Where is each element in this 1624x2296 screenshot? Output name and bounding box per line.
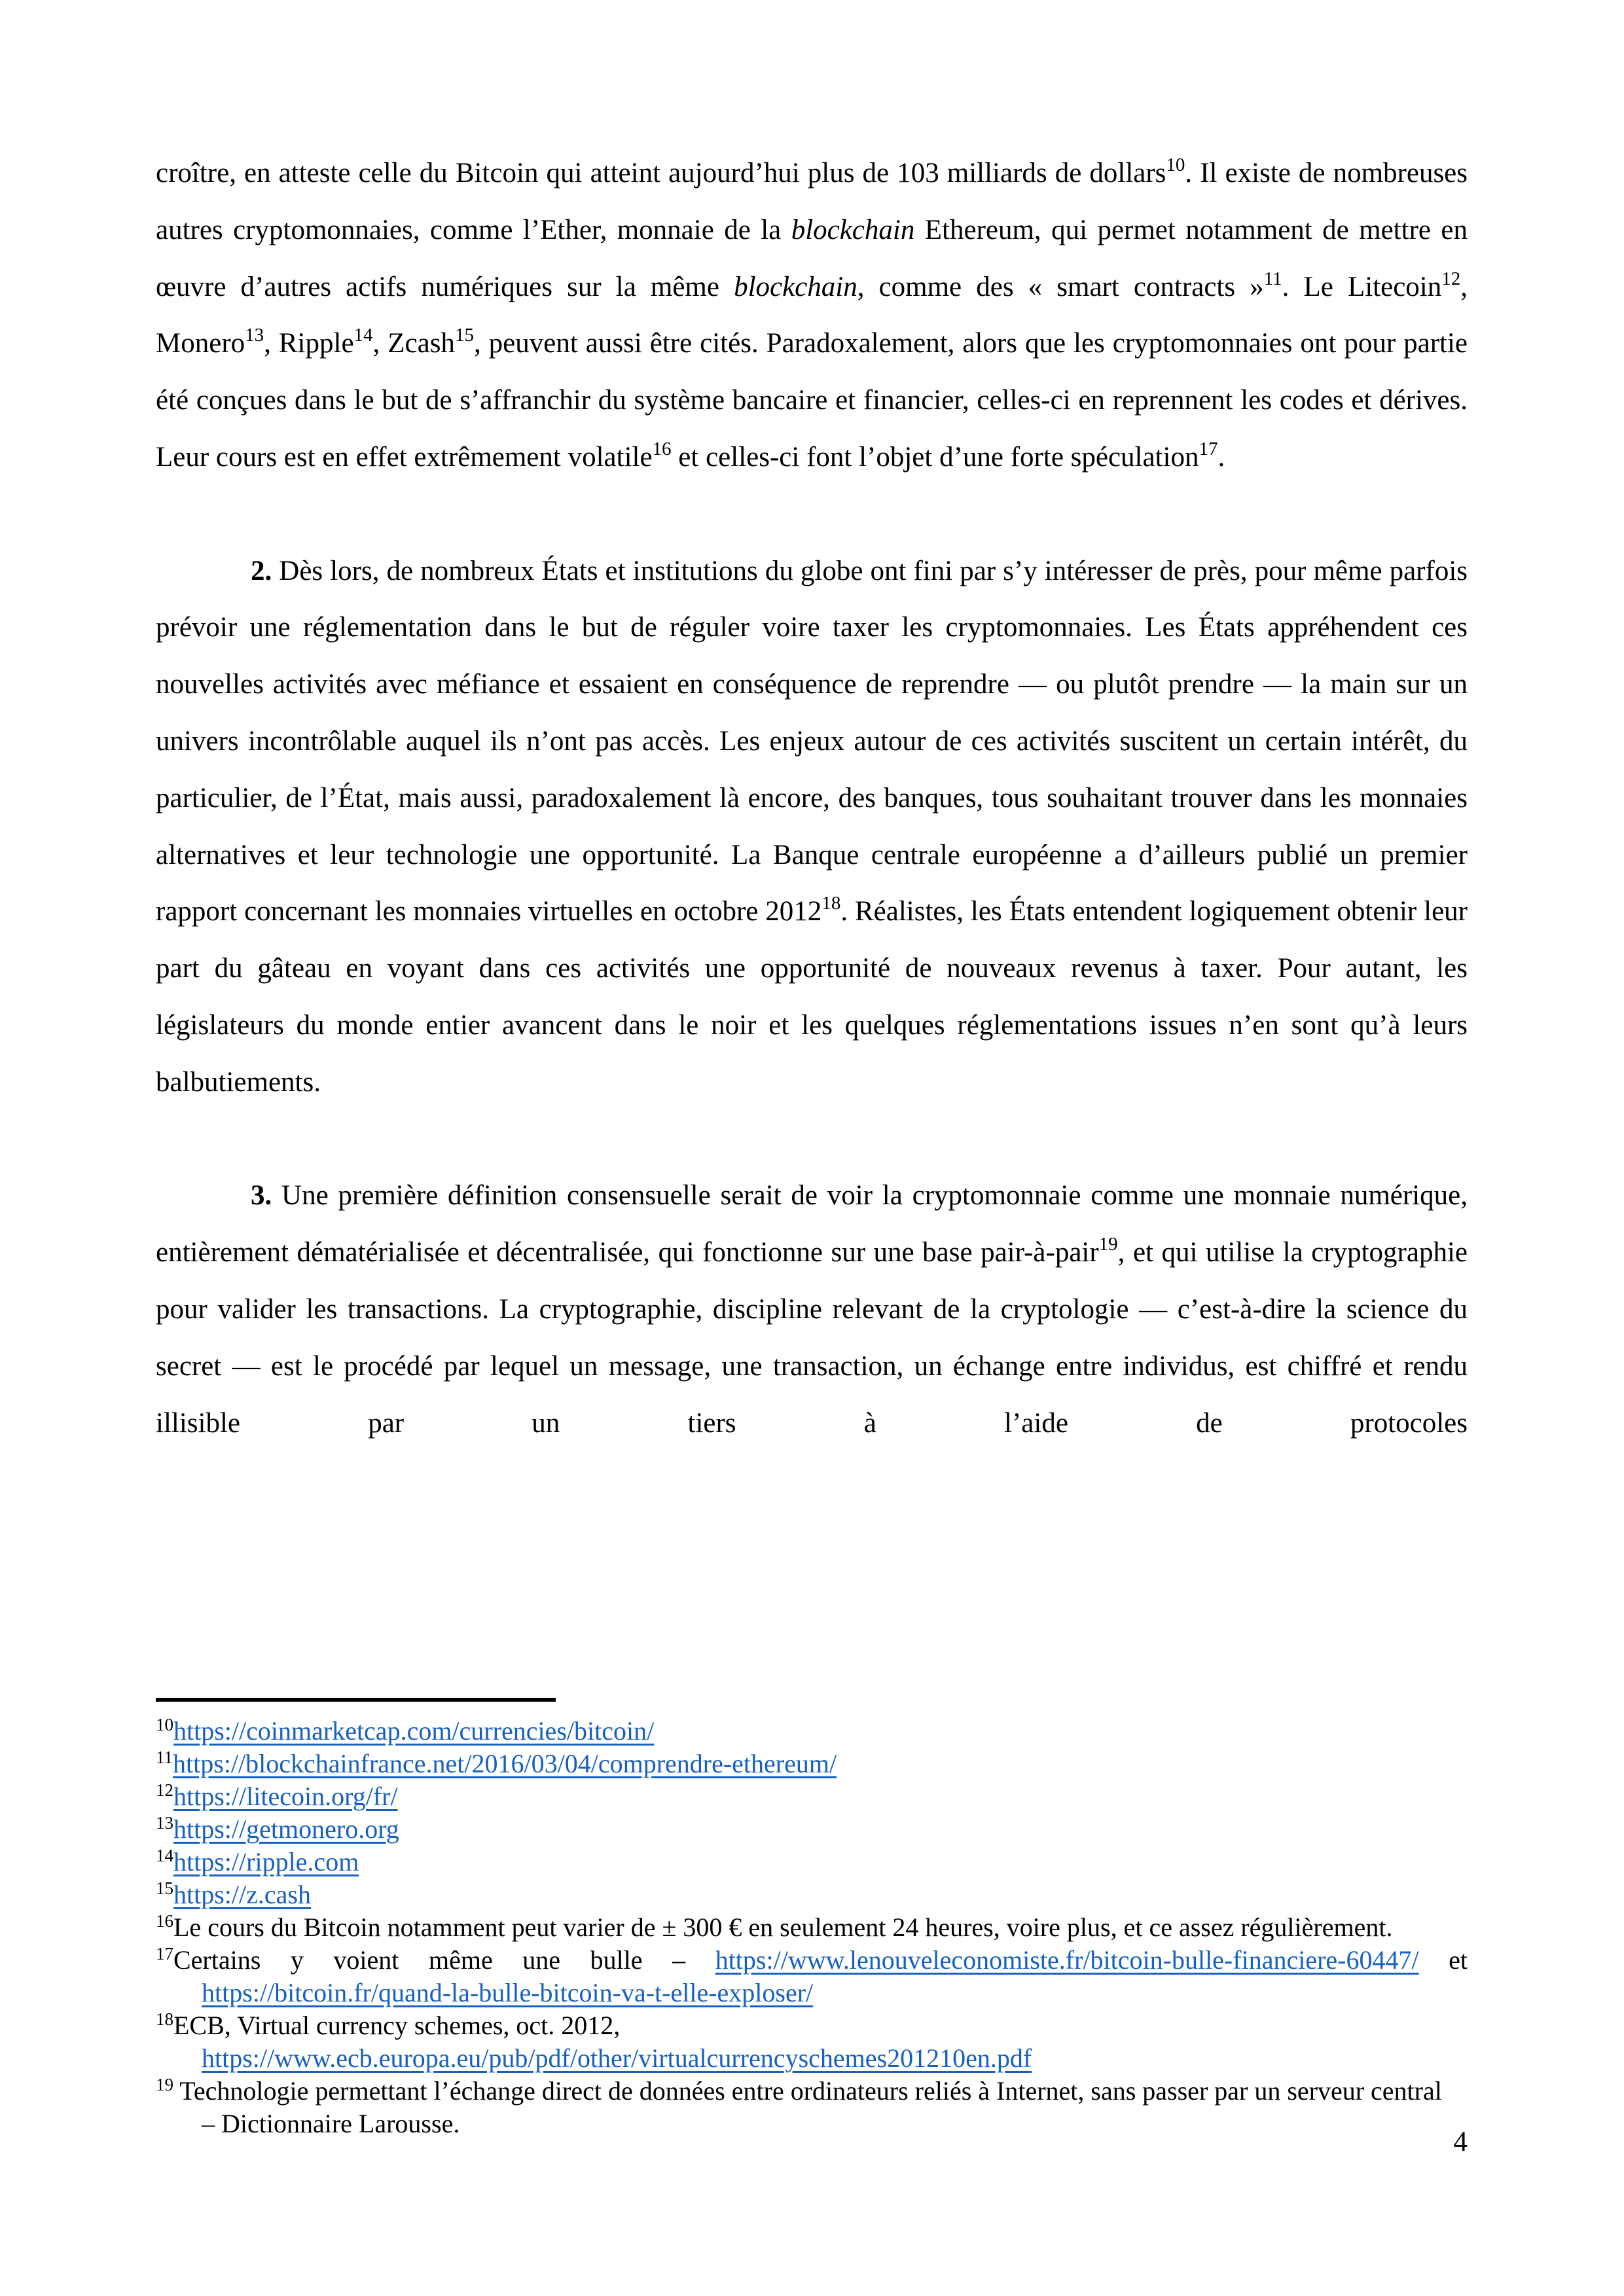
page-number: 4 [1453,2126,1468,2157]
footnote-line [156,1748,1468,1780]
hyperlink[interactable]: https://litecoin.org/fr/ [173,1782,398,1811]
text-run: et [1418,1945,1468,1975]
footnote-reference: 19 [1098,1234,1118,1255]
text-run: ECB, Virtual currency schemes, oct. 2012, [173,2011,621,2040]
text-run: . Le Litecoin [1282,271,1442,302]
footnote-reference: 16 [652,438,672,459]
paragraph [156,543,1468,1111]
italic-term: blockchain [791,214,915,245]
footnote-line [156,1944,1468,1977]
footnote-reference: 10 [1166,154,1185,175]
footnote-line [156,1846,1468,1878]
hyperlink[interactable]: https://www.ecb.europa.eu/pub/pdf/other/virtualcurrencyschemes201210en.pdf [202,2043,1032,2073]
text-run: croître, en atteste celle du Bitcoin qui atteint aujourd’hui plus de 103 milliards de dollars [156,158,1166,188]
footnote-reference: 11 [1263,268,1282,289]
text-run: et celles-ci font l’objet d’une forte spéculation [671,441,1199,473]
footnote-line [156,1813,1468,1846]
hyperlink[interactable]: https://blockchainfrance.net/2016/03/04/comprendre-ethereum/ [173,1749,837,1778]
text-run: . [1218,441,1225,473]
footnote-line [156,2075,1468,2108]
text-run: , Monero [156,271,1468,359]
body-text [156,145,1468,1452]
hyperlink[interactable]: https://z.cash [173,1880,311,1909]
text-run: Ethereum, qui permet notamment de mettre en œuvre d’autres actifs numériques sur la même [156,214,1468,302]
footnote-number: 12 [156,1780,173,1800]
footnote-separator [156,1698,556,1702]
footnote-reference: 14 [353,325,373,346]
text-run: , peuvent aussi être cités. Paradoxalement, alors que les cryptomonnaies ont pour partie été conçues dans le but de s’affranchir du système bancaire et financier, celles-ci en reprennent les codes et dérives. Leur cours est en effet extrêmement volatile [156,328,1468,473]
text-run: Dès lors, de nombreux États et institutions du globe ont fini par s’y intéresser de près, pour même parfois prévoir une réglementation dans le but de réguler voire taxer les cryptomonnaies. Les États appréhendent ces nouvelles activités avec méfiance et essaient en conséquence de reprendre — ou plutôt prendre — la main sur un univers incontrôlable auquel ils n’ont pas accès. Les enjeux autour de ces activités suscitent un certain intérêt, du particulier, de l’État, mais aussi, paradoxalement là encore, des banques, tous souhaitant trouver dans les monnaies alternatives et leur technologie une opportunité. La Banque centrale européenne a d’ailleurs publié un premier rapport concernant les monnaies virtuelles en octobre 2012 [156,555,1468,927]
footnote-line [156,1878,1468,1911]
footnote-line [156,1977,1468,2009]
paragraph-number: 3. [251,1180,272,1211]
footnote-number: 17 [156,1944,173,1964]
paragraph-number: 2. [251,555,272,586]
text-run: – Dictionnaire Larousse. [202,2109,460,2138]
hyperlink[interactable]: https://bitcoin.fr/quand-la-bulle-bitcoin-va-t-elle-exploser/ [202,1978,814,2007]
text-run: . Réalistes, les États entendent logiquement obtenir leur part du gâteau en voyant dans ces activités une opportunité de nouveaux revenus à taxer. Pour autant, les législateurs du monde entier avancent dans le noir et les quelques réglementations issues n’en sont qu’à leurs balbutiements. [156,896,1468,1098]
footnote-number: 18 [156,2009,173,2029]
text-run: Certains y voient même une bulle – [173,1945,715,1975]
hyperlink[interactable]: https://ripple.com [173,1847,359,1876]
italic-term: blockchain [734,271,857,302]
footnote-number: 14 [156,1846,173,1865]
text-run: , comme des « smart contracts » [857,271,1264,302]
text-run: , Ripple [264,328,354,359]
footnote-number: 16 [156,1911,173,1931]
footnote-number: 10 [156,1715,173,1734]
footnote-line [156,1911,1468,1944]
footnotes-section [156,1715,1468,2140]
text-run: . Il existe de nombreuses autres cryptomonnaies, comme l’Ether, monnaie de la [156,158,1468,245]
hyperlink[interactable]: https://coinmarketcap.com/currencies/bitcoin/ [173,1716,655,1746]
text-run: , et qui utilise la cryptographie pour valider les transactions. La cryptographie, discipline relevant de la cryptologie — c’est-à-dire la science du secret — est le procédé par lequel un message, une transaction, un échange entre individus, est chiffré et rendu illisible par un tiers à l’aide de protocoles [156,1237,1468,1439]
text-run: Le cours du Bitcoin notamment peut varier de ± 300 € en seulement 24 heures, voire plus, et ce assez régulièrement. [173,1912,1393,1942]
footnote-line [156,1715,1468,1748]
paragraph [156,1168,1468,1452]
footnote-reference: 17 [1199,438,1218,459]
footnote-number: 19 [156,2075,173,2094]
text-run: , Zcash [372,328,455,359]
hyperlink[interactable]: https://getmonero.org [173,1814,399,1844]
footnote-reference: 18 [821,893,841,914]
footnote-line [156,1780,1468,1813]
footnote-line [156,2042,1468,2075]
footnote-reference: 12 [1441,268,1461,289]
footnote-line [156,2009,1468,2042]
footnote-reference: 15 [454,325,474,346]
footnote-number: 13 [156,1813,173,1833]
footnote-number: 15 [156,1878,173,1898]
footnote-number: 11 [156,1748,173,1767]
hyperlink[interactable]: https://www.lenouveleconomiste.fr/bitcoin-bulle-financiere-60447/ [715,1945,1419,1975]
text-run: Technologie permettant l’échange direct de données entre ordinateurs reliés à Internet, sans passer par un serveur central [179,2076,1442,2106]
text-run: Une première définition consensuelle serait de voir la cryptomonnaie comme une monnaie numérique, entièrement dématérialisée et décentralisée, qui fonctionne sur une base pair-à-pair [156,1180,1468,1268]
footnote-reference: 13 [245,325,264,346]
paragraph [156,145,1468,486]
